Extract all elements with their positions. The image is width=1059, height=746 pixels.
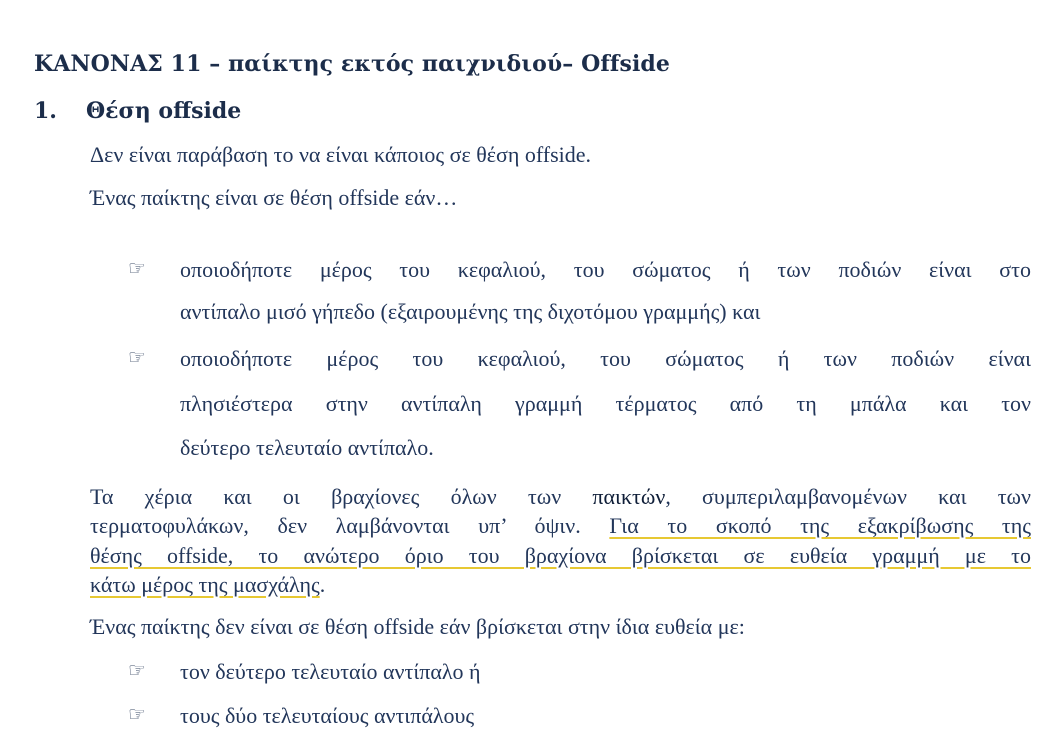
bullet-2-line-1: οποιοδήποτε μέρος του κεφαλιού, του σώματος ή των ποδιών είναι xyxy=(180,346,1031,371)
pointing-hand-icon: ☞ xyxy=(128,658,146,682)
rule-heading: ΚΑΝΟΝΑΣ 11 – παίκτης εκτός παιχνιδιού– Offside xyxy=(34,51,670,77)
bullet-1-line-2: αντίπαλο μισό γήπεδο (εξαιρουμένης της διχοτόμου γραμμής) και xyxy=(180,299,761,324)
bullet-2-line-3: δεύτερο τελευταίο αντίπαλο. xyxy=(180,435,434,460)
hands-text-end: . xyxy=(319,572,326,597)
intro-line-2: Ένας παίκτης είναι σε θέση offside εάν… xyxy=(90,185,458,210)
hands-paragraph-line-4 xyxy=(90,572,325,598)
pointing-hand-icon: ☞ xyxy=(128,345,146,369)
hands-paragraph-line-1 xyxy=(90,484,1031,510)
hands-text-a: Τα χέρια και οι βραχίονες όλων των xyxy=(90,484,593,509)
section-title: Θέση offside xyxy=(86,98,242,124)
pointing-hand-icon: ☞ xyxy=(128,256,146,280)
hands-text-c: , συμπεριλαμβανομένων και των xyxy=(665,484,1031,509)
hands-text-d: τερματοφυλάκων, δεν λαμβάνονται υπ’ όψιν. xyxy=(90,513,610,538)
players-word: παικτών xyxy=(592,484,666,509)
section-number: 1. xyxy=(34,98,57,124)
not-offside-intro: Ένας παίκτης δεν είναι σε θέση offside εάν βρίσκεται στην ίδια ευθεία με: xyxy=(90,614,745,639)
hands-paragraph-line-2 xyxy=(90,513,1031,539)
bullet-2-line-2: πλησιέστερα στην αντίπαλη γραμμή τέρματος από τη μπάλα και τον xyxy=(180,391,1031,416)
highlighted-text-3: κάτω μέρος της μασχάλης xyxy=(90,572,320,597)
highlighted-text-1: Για το σκοπό της εξακρίβωσης της xyxy=(609,513,1031,538)
pointing-hand-icon: ☞ xyxy=(128,702,146,726)
bullet-1-line-1: οποιοδήποτε μέρος του κεφαλιού, του σώματος ή των ποδιών είναι στο xyxy=(180,257,1031,282)
highlighted-text-2: θέσης offside, το ανώτερο όριο του βραχίονα βρίσκεται σε ευθεία γραμμή με το xyxy=(90,543,1031,568)
not-offside-item-1: τον δεύτερο τελευταίο αντίπαλο ή xyxy=(180,659,481,684)
not-offside-item-2: τους δύο τελευταίους αντιπάλους xyxy=(180,703,475,728)
intro-line-1: Δεν είναι παράβαση το να είναι κάποιος σε θέση offside. xyxy=(90,142,592,167)
